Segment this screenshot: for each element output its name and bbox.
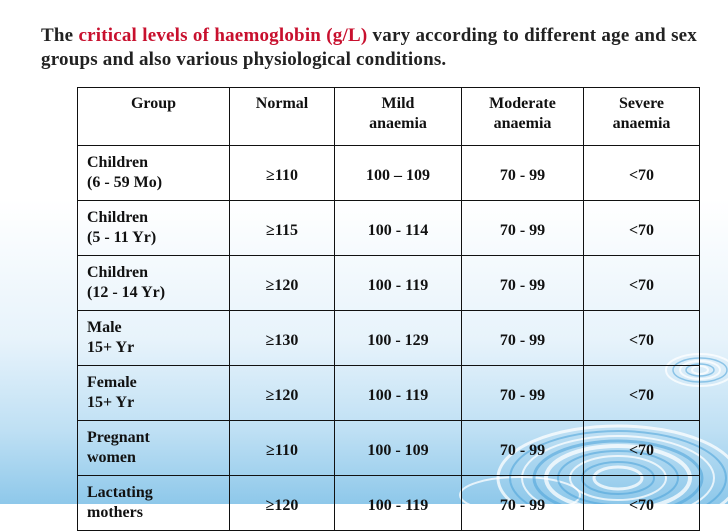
cell-group xyxy=(78,476,230,531)
cell-severe: <70 xyxy=(584,366,700,421)
group-line1: Female xyxy=(87,374,137,391)
table-row xyxy=(78,366,700,421)
header-group-label: Group xyxy=(130,95,177,112)
intro-prefix: The xyxy=(41,25,79,46)
cell-severe: <70 xyxy=(584,476,700,531)
cell-moderate: 70 - 99 xyxy=(462,366,584,421)
cell-group xyxy=(78,311,230,366)
table-row xyxy=(78,311,700,366)
header-mild-anaemia xyxy=(335,88,462,146)
cell-severe: <70 xyxy=(584,201,700,256)
table-row xyxy=(78,201,700,256)
cell-normal: ≥115 xyxy=(230,201,335,256)
cell-mild: 100 - 119 xyxy=(335,256,462,311)
cell-normal: ≥120 xyxy=(230,366,335,421)
header-moderate-line2: anaemia xyxy=(493,115,552,132)
cell-mild: 100 - 109 xyxy=(335,421,462,476)
header-normal-label: Normal xyxy=(255,95,309,112)
group-line2: women xyxy=(87,449,136,466)
group-line1: Lactating xyxy=(87,484,153,501)
cell-severe: <70 xyxy=(584,311,700,366)
cell-group xyxy=(78,201,230,256)
cell-severe: <70 xyxy=(584,256,700,311)
table-header-row xyxy=(78,88,700,146)
header-moderate-anaemia xyxy=(462,88,584,146)
table-row xyxy=(78,256,700,311)
cell-group xyxy=(78,366,230,421)
header-mild-line2: anaemia xyxy=(369,115,427,132)
group-line1: Male xyxy=(87,319,122,336)
group-line2: (12 - 14 Yr) xyxy=(87,284,166,301)
group-line2: (6 - 59 Mo) xyxy=(87,174,163,191)
cell-moderate: 70 - 99 xyxy=(462,256,584,311)
cell-moderate: 70 - 99 xyxy=(462,201,584,256)
cell-moderate: 70 - 99 xyxy=(462,146,584,201)
cell-mild: 100 - 129 xyxy=(335,311,462,366)
cell-normal: ≥120 xyxy=(230,256,335,311)
cell-mild: 100 - 119 xyxy=(335,476,462,531)
header-moderate-line1: Moderate xyxy=(489,95,556,112)
group-line2: (5 - 11 Yr) xyxy=(87,229,157,246)
intro-highlight: critical levels of haemoglobin (g/L) xyxy=(78,25,368,46)
cell-normal: ≥110 xyxy=(230,421,335,476)
intro-suffix: vary according to different age and sex groups and also various physiological conditions. xyxy=(41,25,697,70)
header-group xyxy=(78,88,230,146)
group-line2: mothers xyxy=(87,504,143,521)
cell-group xyxy=(78,256,230,311)
cell-mild: 100 - 114 xyxy=(335,201,462,256)
table-row xyxy=(78,421,700,476)
cell-mild: 100 - 119 xyxy=(335,366,462,421)
table-row xyxy=(78,146,700,201)
intro-paragraph xyxy=(41,24,697,72)
table-row xyxy=(78,476,700,531)
cell-normal: ≥130 xyxy=(230,311,335,366)
header-severe-line1: Severe xyxy=(618,95,664,112)
header-severe-anaemia xyxy=(584,88,700,146)
cell-group xyxy=(78,421,230,476)
group-line1: Children xyxy=(87,209,149,226)
cell-moderate: 70 - 99 xyxy=(462,476,584,531)
header-mild-line1: Mild xyxy=(381,95,415,112)
group-line1: Children xyxy=(87,154,149,171)
cell-normal: ≥120 xyxy=(230,476,335,531)
cell-severe: <70 xyxy=(584,421,700,476)
cell-mild: 100 – 109 xyxy=(335,146,462,201)
cell-severe: <70 xyxy=(584,146,700,201)
group-line1: Children xyxy=(87,264,149,281)
group-line2: 15+ Yr xyxy=(87,394,135,411)
cell-moderate: 70 - 99 xyxy=(462,311,584,366)
group-line2: 15+ Yr xyxy=(87,339,135,356)
cell-group xyxy=(78,146,230,201)
header-severe-line2: anaemia xyxy=(612,115,671,132)
haemoglobin-levels-table xyxy=(77,87,700,531)
cell-moderate: 70 - 99 xyxy=(462,421,584,476)
cell-normal: ≥110 xyxy=(230,146,335,201)
header-normal xyxy=(230,88,335,146)
group-line1: Pregnant xyxy=(87,429,150,446)
